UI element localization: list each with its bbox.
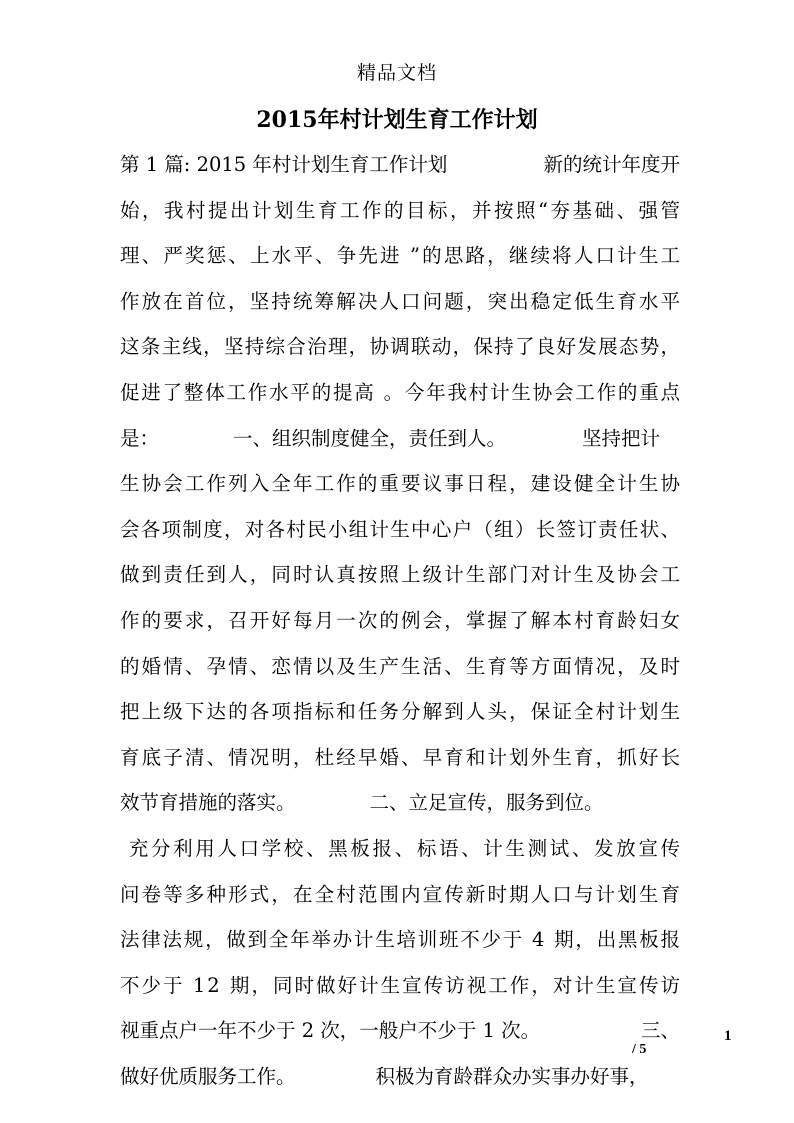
text-segment: 的婚情、孕情、恋情以及生产生活、生育等方面情况，及时 bbox=[120, 654, 683, 678]
text-line bbox=[120, 196, 683, 226]
text-line bbox=[120, 606, 683, 636]
text-segment: 一、组织制度健全，责任到人。 bbox=[233, 426, 507, 450]
text-segment: 作的要求，召开好每月一次的例会，掌握了解本村育龄妇女 bbox=[120, 609, 683, 632]
text-segment: 是： bbox=[120, 426, 160, 450]
document-header-label: 精品文档 bbox=[356, 62, 437, 84]
text-segment: 新的统计年度开 bbox=[543, 153, 680, 176]
text-line bbox=[120, 971, 683, 1001]
text-segment: 把上级下达的各项指标和任务分解到人头，保证全村计划生 bbox=[120, 700, 683, 724]
text-segment: 效节育措施的落实。 bbox=[120, 791, 296, 815]
text-line bbox=[120, 378, 680, 408]
text-segment: 二、立足宣传，服务到位。 bbox=[369, 791, 604, 815]
document-title: 2015年村计划生育工作计划 bbox=[256, 107, 538, 133]
text-line bbox=[120, 652, 683, 682]
text-line bbox=[120, 880, 683, 910]
text-line bbox=[120, 560, 683, 590]
text-line bbox=[120, 788, 680, 818]
text-line bbox=[120, 287, 683, 317]
text-line bbox=[120, 150, 680, 180]
page-total: / 5 bbox=[632, 1042, 647, 1057]
text-line bbox=[120, 925, 680, 955]
text-segment: 生协会工作列入全年工作的重要议事日程，建设健全计生协 bbox=[120, 472, 683, 496]
text-segment: 坚持把计 bbox=[582, 426, 661, 450]
text-segment: 会各项制度，对各村民小组计生中心户（组）长签订责任状、 bbox=[120, 517, 682, 541]
text-segment: 理、严奖惩、上水平、争先进 ”的思路，继续将人口计生工 bbox=[120, 244, 683, 268]
text-line bbox=[120, 424, 680, 454]
page-number: 1 bbox=[724, 1028, 732, 1044]
text-segment: 积极为育龄群众办实事办好事， bbox=[375, 1065, 649, 1088]
text-segment: 视重点户一年不少于 2 次，一般户不少于 1 次。 bbox=[120, 1019, 541, 1043]
text-segment: 做到责任到人，同时认真按照上级计生部门对计生及协会工 bbox=[120, 563, 683, 587]
text-line bbox=[120, 1062, 680, 1092]
text-segment: 育底子清、情况明，杜经早婚、早育和计划外生育，抓好长 bbox=[120, 745, 683, 769]
text-segment: 始，我村提出计划生育工作的目标，并按照“夯基础、强管 bbox=[120, 198, 683, 222]
text-segment: 不少于 12 期，同时做好计生宣传访视工作，对计生宣传访 bbox=[120, 973, 683, 997]
text-line bbox=[120, 241, 683, 271]
text-segment: 作放在首位，坚持统筹解决人口问题，突出稳定低生育水平 bbox=[120, 289, 683, 313]
text-segment: 三、 bbox=[640, 1019, 680, 1043]
text-segment: 第 1 篇: 2015 年村计划生育工作计划 bbox=[120, 153, 448, 176]
text-line bbox=[120, 697, 683, 727]
text-segment: 这条主线，坚持综合治理，协调联动，保持了良好发展态势， bbox=[120, 335, 682, 359]
text-line bbox=[120, 515, 680, 545]
text-line bbox=[120, 332, 680, 362]
text-segment: 法律法规，做到全年举办计生培训班不少于 4 期，出黑板报 bbox=[120, 928, 682, 952]
text-segment: 促进了整体工作水平的提高 。今年我村计生协会工作的重点 bbox=[120, 381, 682, 404]
text-segment: 充分利用人口学校、黑板报、标语、计生测试、发放宣传 bbox=[120, 837, 683, 860]
text-line bbox=[120, 469, 683, 499]
text-segment: 问卷等多种形式，在全村范围内宣传新时期人口与计划生育 bbox=[120, 882, 683, 906]
text-line bbox=[120, 743, 683, 773]
text-segment: 做好优质服务工作。 bbox=[120, 1065, 296, 1088]
text-line bbox=[120, 834, 683, 864]
text-line bbox=[120, 1016, 680, 1046]
